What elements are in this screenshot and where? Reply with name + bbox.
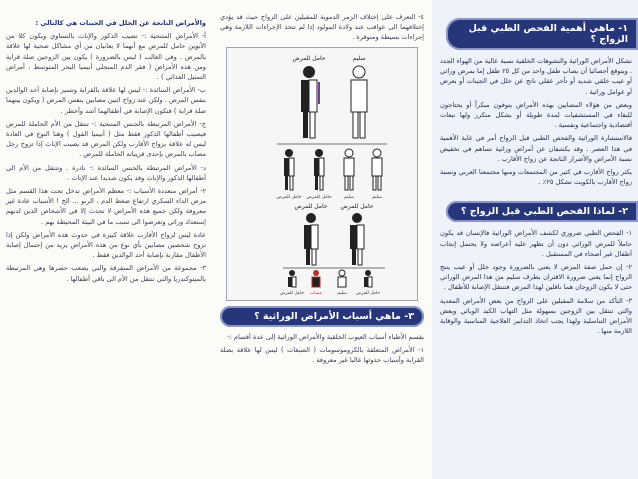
paragraph: ٣- التأكد من سلامة المقبلين على الزواج من بعض الأمراض المعدية والتي تنتقل بين الزوجين بسهولة مثل التهاب الكبد الوبائي وبعض الأمراض التناسلية ولهذا يجب اتخاذ التدابير العلاجية المناسبة والوقاية اللازمة منها . [440,296,632,336]
carrier-parent-figure [301,66,320,138]
paragraph: يكثر زواج الأقارب في كثير من المجتمعات ومنها مجتمعنا العربي ونسبة زواج الأقارب بالكويت تشكل ٢٥٪ . [440,168,632,187]
label-carrier: حامل للمرض [294,202,328,210]
column-right [432,0,638,479]
paragraph: ٢- أمراض متعددة الأسباب :- معظم الأمراض تدخل تحت هذا القسم مثل مرض الداء السكري ارتفاع ضغط الدم ، الربو ... الخ ! الأسباب عادة غير معروفة ولكن جميع هذه الأمراض لا تحدث إلا في الأشخاص الذين لديهم إستعداد وراثي وتعرضوا الى سبب ما في البيئة المحيطة بهم . [6,187,206,226]
paragraph: يقسم الأطباء أسباب العيوب الخلقية والأمراض الوراثية إلى عدة أقسام :- [227,332,424,341]
paragraph: ١- الأمراض المتعلقة بالكروموسومات ( الصبغات ) ليس لها علاقة بصلة القرابة وأسباب حدوثها غالبا غير معروفة . [220,345,424,365]
column-left [0,0,212,479]
paragraph: عادة ليس لزواج الأقارب علاقة كبيرة في حدوث هذه الأمراض ولكن إذا تزوج شخصين مصابين بأي نوع من هذه الأمراض يزيد من إحتمال إصابة الأطفال مقارنة بإصابة أحد الوالدين فقط . [6,230,206,260]
label-healthy-small: سليم [344,194,354,200]
paragraph: ١- الفحص الطبي ضروري لكشف الأمراض الوراثية فالإنسان قد يكون حاملاً للمرض الوراثي دون أن تظهر عليه أعراضه ولا يحتمل إنجاب أطفال غير أصحاء في المستقبل . [440,229,632,258]
carrier-parent-figure [350,213,364,265]
inheritance-diagram [227,48,417,298]
paragraph: ب- الأمراض السائدة :- ليس لها علاقة بالقرابة وتتميز بإصابة أحد الوالدين بنفس المرض . ولكن عند زواج اثنين مصابين بنفس المرض ( ويكون بينهما صلة قرابة ) فتكون الإصابة في أطفالهما أشد وأخطر . [6,86,206,115]
two-carrier-parents [304,213,364,265]
paragraph: تشكل الأمراض الوراثية والتشوهات الخلقية نسبة عالية من الهواء الجدد . ويتوقع أحصائيا أن يصاب طفل واحد من كل ٢٥ طفل إما بمرض وراثي أو عيب خلقي شديد أو تأخر عقلي ناتج عن خلل في الجينات أو بعرض أو عوامل وراثية . [440,57,633,96]
paragraph: أ- الأمراض المتنحية :- تصيب الذكور والإناث بالتساوي ويكون كلا من الأبوين حامل للمرض مع أنهما لا يعانيان من أي مشاكل صحية لها علاقة بالمرض . وفي الغالب ( ليس بالضرورة ) يكون بين الزوجين صلة قرابة ومن هذه الأمراض ( فقر الدم المنجلي أنيميا البحر المتوسط ، أمراض التمثيل الغذائي ) . [6,32,206,82]
carrier-parent-figure [304,213,318,265]
heading-why: ٢- لماذا الفحص الطبي قبل الزواج ؟ [446,201,638,222]
label-sick: مصاب [310,290,322,296]
children-row-top [284,149,382,190]
heading-importance: ١- ماهي أهمية الفحص الطبي قبل الزواج ؟ [446,18,638,50]
label-carrier-small: حامل للمرض [306,194,332,200]
label-healthy: سليم [352,54,366,62]
paragraph: وبعض من هؤلاء المصابين بهذه الأمراض يتوفون مبكراً أو يحتاجون للبقاء في المستشفيات لمدة طويلة أو بشكل متكرر ولها تبعات أقتصادية واجتماعية ونفسية . [440,100,632,130]
paragraph: ٢- إن حمل صفة المرض لا يعني بالضرورة وجود خلل أو عيب ينتج الزواج إنما يعني ضرورة الاقتران بطرف سليم من هذا المرض الوراثي حتى لا يكون الزوجان هما ناقلين لهذا المرض فتنتقل الإصابة للأطفال . [440,263,632,292]
paragraph: ٣- مجموعة من الأمراض المتفرقة والتي يصعب حصرها وهي المرتبطة بالميتوكندريا والتي تنتقل من الأم الى باقي أطفالها . [6,264,206,283]
label-carrier-small: حامل للمرض [355,290,381,296]
section-intro: والأمراض الناتجة عن الخلل في الجينات هي كالتالي : [35,19,206,27]
paragraph: فالاستشارة الوراثية والفحص الطبي قبل الزواج أمر في غاية الأهمية في هذا العصر . وقد يكشفان عن أمراض وراثية تساهم في تخفيض نسبة الأمراض والأضرار الناتجة عن زواج الأقارب . [440,134,632,163]
paragraph: د- الأمراض المرتبطة بالجنس السائدة :- نادرة . وتنتقل من الأم الى أطفالها الذكور والإناث وقد يكون شديدا عند الإناث . [6,163,206,182]
children-row-bottom [288,270,372,287]
label-healthy-small: سليم [337,290,347,296]
paragraph: ٤- التعرف على إختلاف الزمر الدموية للمقبلين على الزواج حيث قد يؤدي إختلافهما الى عواقب عند ولادة المولود إذا لم تتخذ الإجراءات اللازمة وهي إجراءات بسيطة ومتوفرة . [220,13,424,42]
label-carrier-small: حامل للمرض [276,194,302,200]
column-middle [214,0,430,479]
label-carrier-small: حامل للمرض [279,290,305,296]
inheritance-figure [226,47,418,301]
heading-causes: ٣- ماهي أسباب الأمراض الوراثية ؟ [220,306,424,327]
label-carrier: حامل للمرض [292,54,326,62]
label-carrier: حامل للمرض [340,202,374,210]
label-healthy-small: سليم [372,194,382,200]
healthy-parent-figure [351,66,367,138]
paragraph: ج- الأمراض المرتبطة بالجنس المتنحية :- تنتقل من الأم الحاملة للمرض فيصيب أطفالها الذكور فقط مثل ( أنيميا الفول ) وهنا النوع في العادة ليس له علاقة بزواج الأقارب ولكن المرض قد يصيب الإناث إذا تزوج رجل مصاب بالمرض بإحدى قريباته الحاملة للمرض . [6,119,206,159]
